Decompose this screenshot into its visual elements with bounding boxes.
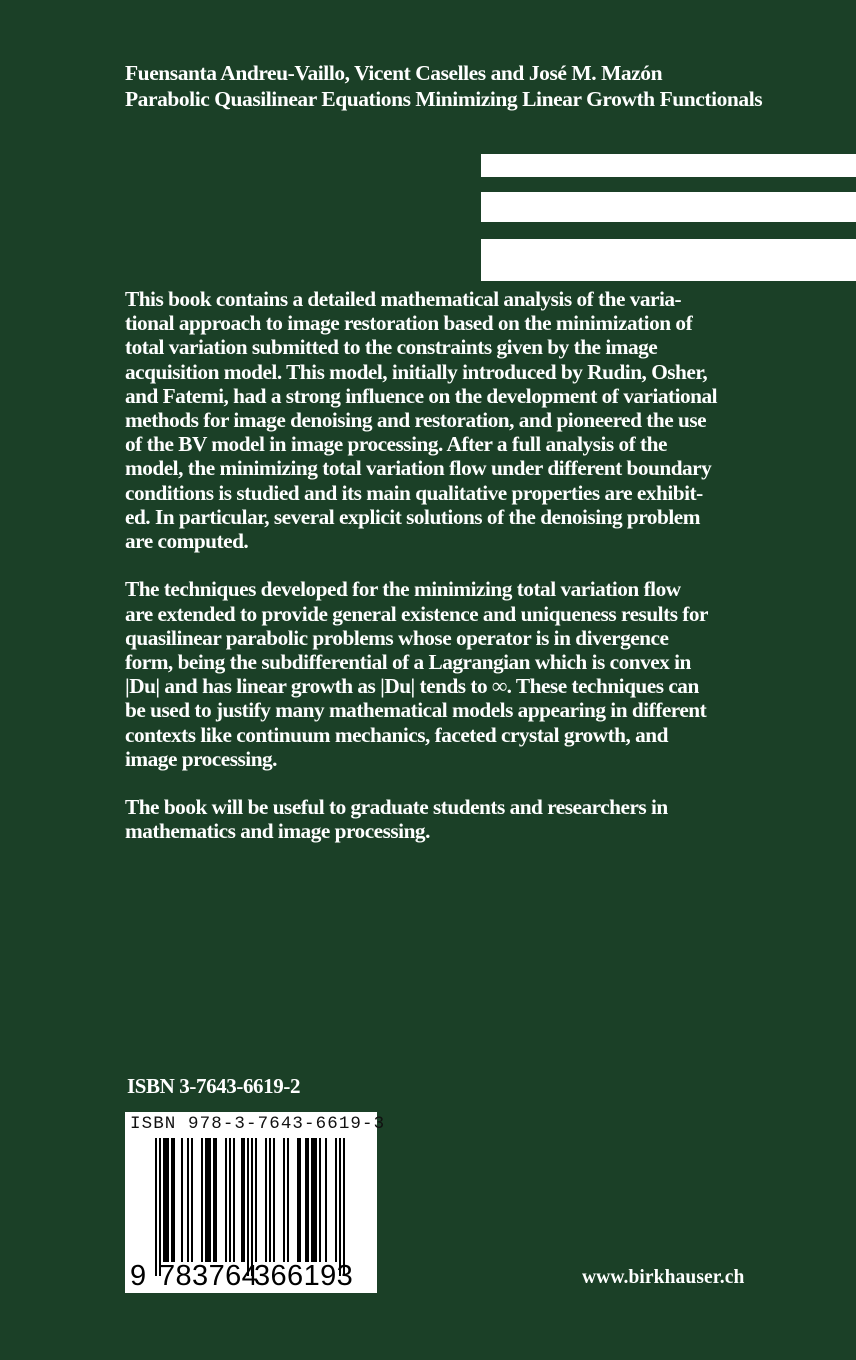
ean-first-digit: 9 bbox=[130, 1260, 147, 1292]
text-line: acquisition model. This model, initially introduced by Rudin, Osher, bbox=[125, 359, 708, 384]
publisher-website: www.birkhauser.ch bbox=[582, 1267, 745, 1288]
text-line: methods for image denoising and restoration, and pioneered the use bbox=[125, 408, 707, 433]
text-line: ed. In particular, several explicit solutions of the denoising problem bbox=[125, 504, 700, 529]
decorative-bar-3 bbox=[481, 239, 856, 281]
text-line: image processing. bbox=[125, 746, 278, 771]
description-paragraph-3 bbox=[125, 795, 830, 843]
description-paragraph-1 bbox=[125, 287, 830, 553]
book-description bbox=[125, 287, 830, 868]
isbn-10-label: ISBN 3-7643-6619-2 bbox=[127, 1074, 301, 1098]
authors: Fuensanta Andreu-Vaillo, Vicent Caselles and José M. Mazón bbox=[125, 61, 663, 85]
text-line: |Du| and has linear growth as |Du| tends to ∞. These techniques can bbox=[125, 674, 699, 699]
text-line: and Fatemi, had a strong influence on the development of variational bbox=[125, 383, 718, 408]
text-line: are extended to provide general existence and uniqueness results for bbox=[125, 601, 708, 626]
text-line: be used to justify many mathematical models appearing in different bbox=[125, 698, 707, 723]
text-line: This book contains a detailed mathematical analysis of the varia- bbox=[125, 287, 682, 311]
text-line: total variation submitted to the constraints given by the image bbox=[125, 335, 658, 360]
ean-right-group: 366193 bbox=[254, 1260, 354, 1292]
text-line: tional approach to image restoration based on the minimization of bbox=[125, 311, 693, 336]
text-line: model, the minimizing total variation flow under different boundary bbox=[125, 456, 712, 481]
barcode-panel bbox=[125, 1112, 386, 1293]
cover-header bbox=[125, 60, 845, 112]
text-line: The techniques developed for the minimizing total variation flow bbox=[125, 577, 681, 602]
ean-digits bbox=[125, 1260, 377, 1292]
decorative-bar-1 bbox=[481, 154, 856, 177]
text-line: conditions is studied and its main qualitative properties are exhibit- bbox=[125, 480, 703, 505]
text-line: quasilinear parabolic problems whose operator is in divergence bbox=[125, 625, 669, 650]
decorative-bar-2 bbox=[481, 192, 856, 222]
text-line: form, being the subdifferential of a Lagrangian which is convex in bbox=[125, 650, 691, 675]
text-line: are computed. bbox=[125, 529, 249, 554]
book-title: Parabolic Quasilinear Equations Minimizing Linear Growth Functionals bbox=[125, 87, 763, 111]
description-paragraph-2 bbox=[125, 577, 830, 771]
isbn-13-label: ISBN 978-3-7643-6619-3 bbox=[130, 1114, 386, 1134]
ean-left-group: 783764 bbox=[159, 1260, 259, 1292]
text-line: of the BV model in image processing. After a full analysis of the bbox=[125, 432, 667, 457]
text-line: mathematics and image processing. bbox=[125, 819, 430, 844]
text-line: The book will be useful to graduate students and researchers in bbox=[125, 795, 668, 820]
text-line: contexts like continuum mechanics, faceted crystal growth, and bbox=[125, 722, 668, 747]
